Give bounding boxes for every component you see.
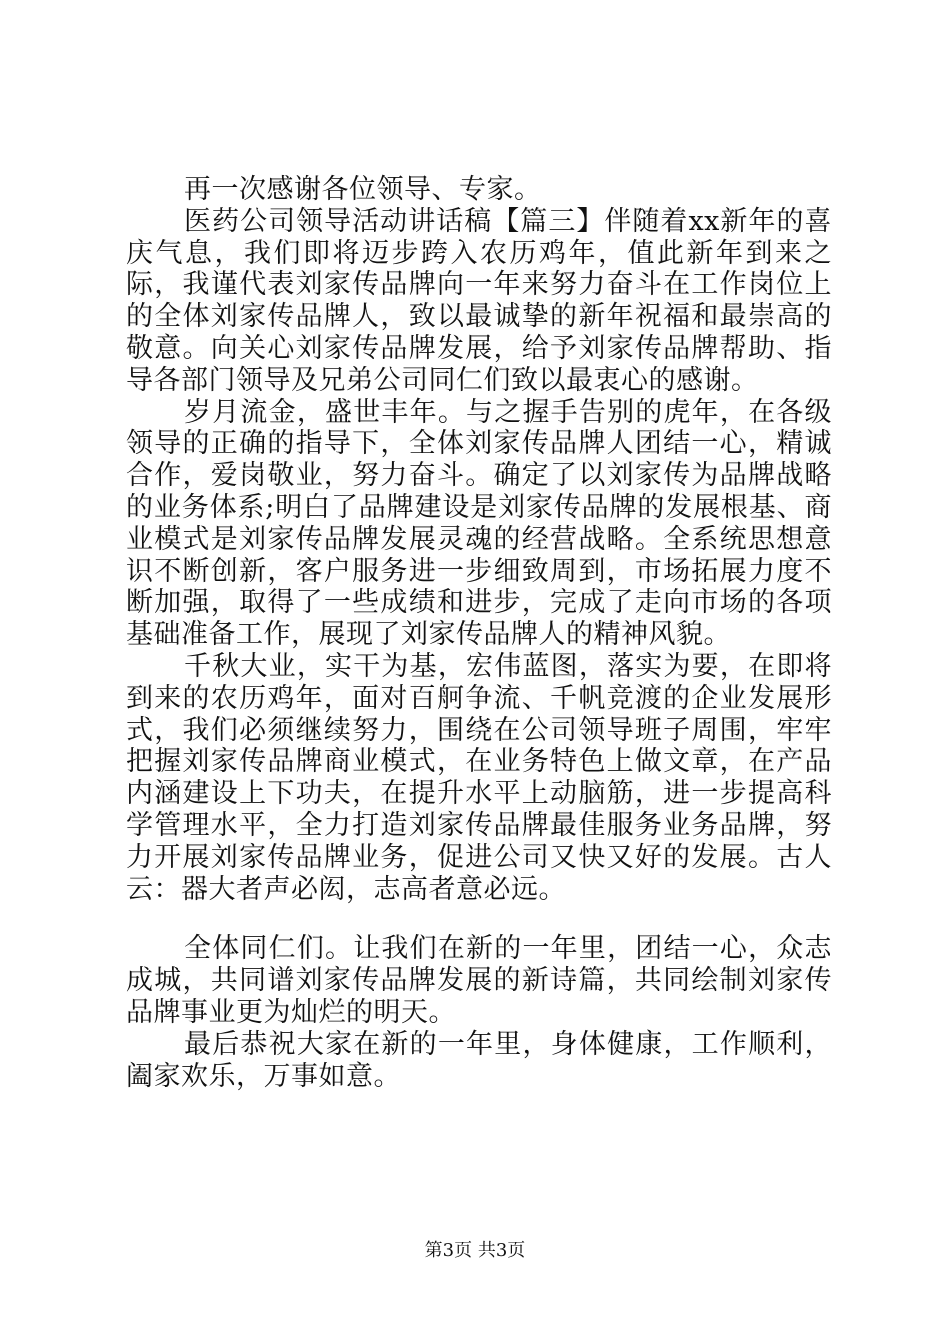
paragraph-future-goals: 千秋大业，实干为基，宏伟蓝图，落实为要，在即将到来的农历鸡年，面对百舸争流、千帆竞渡的企业发展形式，我们必须继续努力，围绕在公司领导班子周围，牢牢把握刘家传品牌商业模式，在业务特色上做文章，在产品内涵建设上下功夫，在提升水平上动脑筋，进一步提高科学管理水平，全力打造刘家传品牌最佳服务业务品牌，努力开展刘家传品牌业务，促进公司又快又好的发展。古人云：器大者声必闳，志高者意必远。 — [126, 650, 832, 905]
paragraph-speech-intro: 医药公司领导活动讲话稿【篇三】伴随着xx新年的喜庆气息，我们即将迈步跨入农历鸡年，值此新年到来之际，我谨代表刘家传品牌向一年来努力奋斗在工作岗位上的全体刘家传品牌人，致以最诚挚的新年祝福和最崇高的敬意。向关心刘家传品牌发展，给予刘家传品牌帮助、指导各部门领导及兄弟公司同仁们致以最衷心的感谢。 — [126, 205, 832, 396]
page-number-footer: 第3页 共3页 — [424, 1240, 526, 1261]
paragraph-closing-wishes: 最后恭祝大家在新的一年里，身体健康，工作顺利，阖家欢乐，万事如意。 — [126, 1028, 832, 1092]
document-body — [126, 174, 832, 1092]
paragraph-thanks: 再一次感谢各位领导、专家。 — [184, 174, 542, 205]
paragraph-call-to-unite: 全体同仁们。让我们在新的一年里，团结一心，众志成城，共同谱刘家传品牌发展的新诗篇，共同绘制刘家传品牌事业更为灿烂的明天。 — [126, 933, 832, 1028]
paragraph-year-review: 岁月流金，盛世丰年。与之握手告别的虎年，在各级领导的正确的指导下，全体刘家传品牌人团结一心，精诚合作，爱岗敬业，努力奋斗。确定了以刘家传为品牌战略的业务体系;明白了品牌建设是刘家传品牌的发展根基、商业模式是刘家传品牌发展灵魂的经营战略。全系统思想意识不断创新，客户服务进一步细致周到，市场拓展力度不断加强，取得了一些成绩和进步，完成了走向市场的各项基础准备工作，展现了刘家传品牌人的精神风貌。 — [126, 396, 832, 651]
